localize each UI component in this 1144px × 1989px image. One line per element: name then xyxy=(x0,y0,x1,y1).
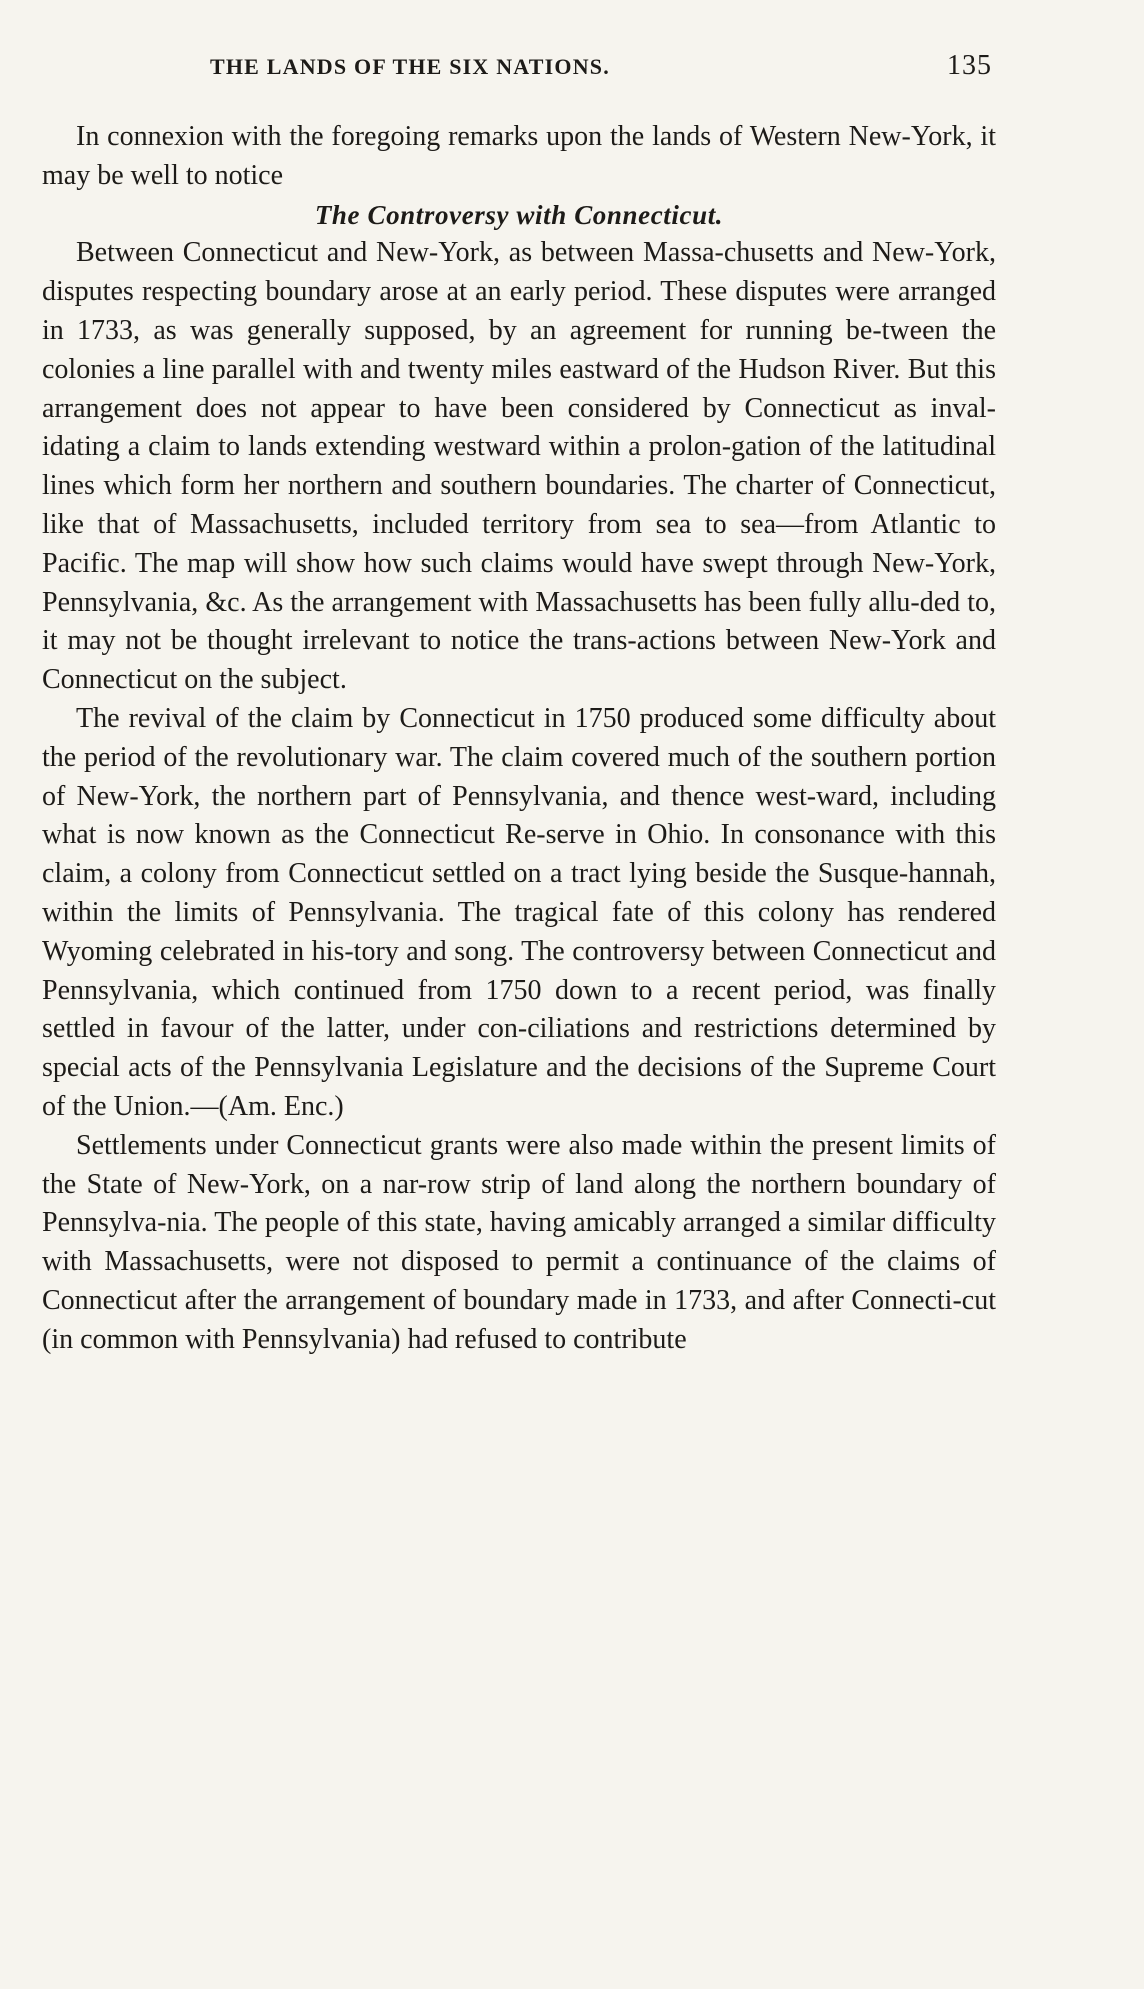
paragraph-claim-revival: The revival of the claim by Connecticut in 1750 produced some difficulty about the period of the revolutionary war. The claim covered much of the southern portion of New-York, the northern part of Pennsylvania, and thence west-ward, including what is now known as the Connecticut Re-serve in Ohio. In consonance with this claim, a colony from Connecticut settled on a tract lying beside the Susque-hannah, within the limits of Pennsylvania. The tragical fate of this colony has rendered Wyoming celebrated in his-tory and song. The controversy between Connecticut and Pennsylvania, which continued from 1750 down to a recent period, was finally settled in favour of the latter, under con-ciliations and restrictions determined by special acts of the Pennsylvania Legislature and the decisions of the Supreme Court of the Union.—(Am. Enc.) xyxy=(42,702,996,1122)
body-text xyxy=(42,118,996,1360)
paragraph-settlements: Settlements under Connecticut grants were also made within the present limits of the State of New-York, on a nar-row strip of land along the northern boundary of Pennsylva-nia. The people of this state, having amicably arranged a similar difficulty with Massachusetts, were not disposed to permit a continuance of the claims of Connecticut after the arrangement of boundary made in 1733, and after Connecti-cut (in common with Pennsylvania) had refused to contribute xyxy=(42,1129,996,1355)
intro-paragraph: In connexion with the foregoing remarks upon the lands of Western New-York, it may be well to notice xyxy=(42,121,996,191)
running-title: THE LANDS OF THE SIX NATIONS. xyxy=(210,54,610,79)
running-head xyxy=(42,50,992,90)
paragraph-boundary-dispute: Between Connecticut and New-York, as between Massa-chusetts and New-York, disputes respecting boundary arose at an early period. These disputes were arranged in 1733, as was generally supposed, by an agreement for running be-tween the colonies a line parallel with and twenty miles eastward of the Hudson River. But this arrangement does not appear to have been considered by Connecticut as inval-idating a claim to lands extending westward within a prolon-gation of the latitudinal lines which form her northern and southern boundaries. The charter of Connecticut, like that of Massachusetts, included territory from sea to sea—from Atlantic to Pacific. The map will show how such claims would have swept through New-York, Pennsylvania, &c. As the arrangement with Massachusetts has been fully allu-ded to, it may not be thought irrelevant to notice the trans-actions between New-York and Connecticut on the subject. xyxy=(42,237,996,696)
page-number: 135 xyxy=(947,50,992,81)
section-heading: The Controversy with Connecticut. xyxy=(314,199,724,230)
